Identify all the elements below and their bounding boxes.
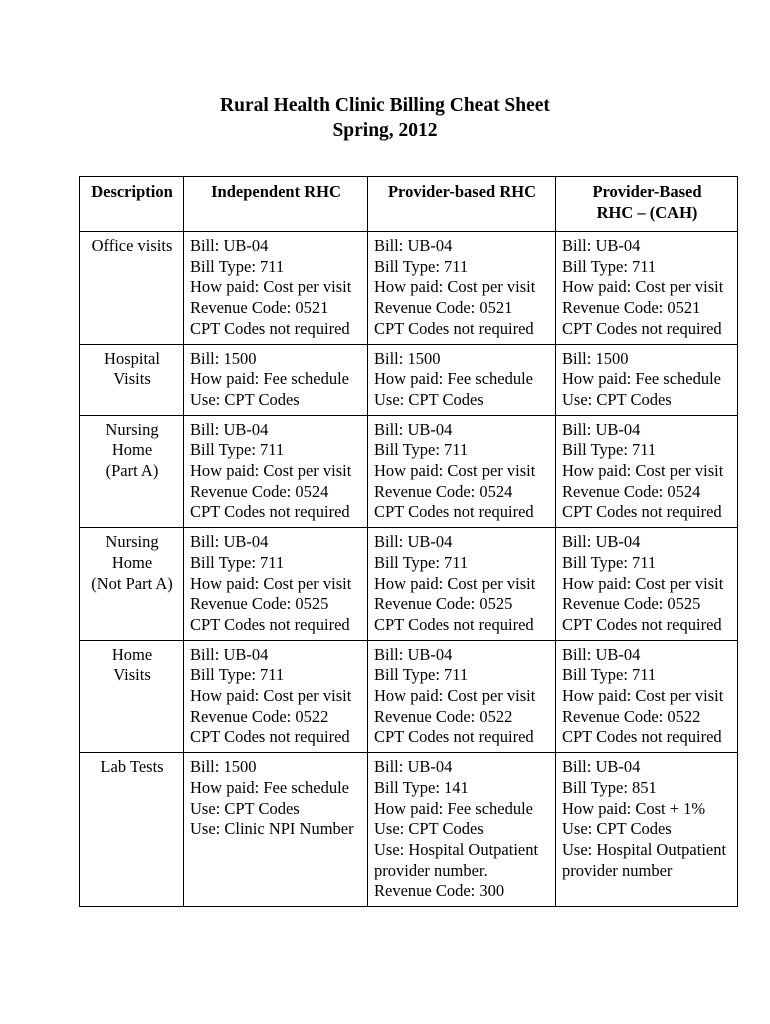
cell-line: Bill: UB-04 xyxy=(190,532,269,552)
table-row xyxy=(80,344,738,415)
cell-line: Bill Type: 711 xyxy=(374,552,469,572)
billing-cheat-sheet-table xyxy=(79,176,738,907)
cell-provider-based-rhc-cah xyxy=(556,528,738,641)
cell-line: Revenue Code: 0522 xyxy=(562,706,701,726)
cell-line: Use: CPT Codes xyxy=(374,819,484,839)
cell-lines xyxy=(374,532,550,636)
column-header-line: Provider-based RHC xyxy=(387,182,537,201)
cell-provider-based-rhc xyxy=(368,415,556,528)
description-line: Visits xyxy=(113,369,151,389)
cell-line: How paid: Fee schedule xyxy=(374,369,533,389)
cell-line: Bill: UB-04 xyxy=(562,644,641,664)
cell-line: How paid: Cost per visit xyxy=(190,686,352,706)
table-row xyxy=(80,528,738,641)
table-header xyxy=(80,177,738,232)
cell-line: CPT Codes not required xyxy=(374,727,534,747)
cell-line: CPT Codes not required xyxy=(562,614,722,634)
cell-description xyxy=(80,640,184,753)
cell-provider-based-rhc xyxy=(368,232,556,345)
cell-lines xyxy=(190,532,362,636)
cell-line: How paid: Cost per visit xyxy=(562,573,724,593)
description-line: Nursing xyxy=(105,532,159,552)
cell-lines xyxy=(562,349,732,411)
column-header-provider-based-rhc-lines xyxy=(374,182,550,203)
cell-provider-based-rhc-cah xyxy=(556,415,738,528)
cell-line: CPT Codes not required xyxy=(190,727,350,747)
cell-description xyxy=(80,528,184,641)
cell-lines xyxy=(562,532,732,636)
cell-description xyxy=(80,753,184,907)
column-header-independent-rhc-lines xyxy=(190,182,362,203)
column-header-line: RHC – (CAH) xyxy=(596,202,698,222)
cell-lines xyxy=(374,349,550,411)
cell-independent-rhc xyxy=(184,528,368,641)
cell-line: How paid: Cost per visit xyxy=(190,461,352,481)
cell-provider-based-rhc xyxy=(368,528,556,641)
cell-line: Use: CPT Codes xyxy=(562,389,672,409)
description-lines xyxy=(86,757,178,778)
cell-provider-based-rhc-cah xyxy=(556,344,738,415)
description-line: Home xyxy=(111,552,153,572)
cell-line: Use: CPT Codes xyxy=(374,389,484,409)
cell-line: Bill Type: 711 xyxy=(190,440,285,460)
cell-line: Revenue Code: 0521 xyxy=(374,298,513,318)
cell-lines xyxy=(190,236,362,340)
cell-line: How paid: Fee schedule xyxy=(374,798,533,818)
cell-line: Bill Type: 711 xyxy=(374,665,469,685)
cell-line: How paid: Cost per visit xyxy=(190,277,352,297)
cell-lines xyxy=(374,236,550,340)
cell-line: How paid: Cost per visit xyxy=(562,461,724,481)
cell-line: Use: Clinic NPI Number xyxy=(190,819,354,839)
cell-line: Bill: UB-04 xyxy=(190,644,269,664)
cell-line: Bill Type: 711 xyxy=(562,552,657,572)
page-title: Rural Health Clinic Billing Cheat Sheet xyxy=(220,95,550,116)
cell-line: CPT Codes not required xyxy=(374,614,534,634)
cell-lines xyxy=(374,757,550,902)
cell-line: Revenue Code: 0524 xyxy=(190,481,329,501)
description-line: (Part A) xyxy=(105,461,159,481)
description-line: Home xyxy=(111,440,153,460)
cell-line: Bill: UB-04 xyxy=(374,532,453,552)
cell-line: Use: Hospital Outpatient provider number xyxy=(562,839,727,880)
cell-line: Bill Type: 141 xyxy=(374,777,469,797)
cell-line: Bill Type: 851 xyxy=(562,777,657,797)
description-lines xyxy=(86,532,178,594)
cell-line: Revenue Code: 0525 xyxy=(374,594,513,614)
cell-provider-based-rhc xyxy=(368,753,556,907)
cell-line: Bill: UB-04 xyxy=(374,236,453,255)
cell-line: Use: Hospital Outpatient provider number. xyxy=(374,839,539,880)
cell-line: Bill Type: 711 xyxy=(562,665,657,685)
cell-line: How paid: Fee schedule xyxy=(562,369,721,389)
cell-description xyxy=(80,232,184,345)
cell-line: Bill Type: 711 xyxy=(190,256,285,276)
cell-line: Bill: 1500 xyxy=(190,757,257,777)
cell-line: Bill: UB-04 xyxy=(374,419,453,439)
cell-line: How paid: Cost per visit xyxy=(562,277,724,297)
cell-line: Revenue Code: 0522 xyxy=(190,706,329,726)
cell-line: How paid: Fee schedule xyxy=(190,777,349,797)
cell-lines xyxy=(562,236,732,340)
cell-line: Bill: UB-04 xyxy=(374,644,453,664)
cell-line: Revenue Code: 0525 xyxy=(190,594,329,614)
description-line: (Not Part A) xyxy=(91,573,173,593)
cell-line: Bill: 1500 xyxy=(190,348,257,368)
cell-lines xyxy=(374,420,550,524)
cell-line: Revenue Code: 0521 xyxy=(190,298,329,318)
description-line: Office visits xyxy=(91,236,173,255)
cell-line: CPT Codes not required xyxy=(374,318,534,338)
cell-lines xyxy=(190,420,362,524)
description-line: Nursing xyxy=(105,419,159,439)
cell-independent-rhc xyxy=(184,344,368,415)
table-row xyxy=(80,640,738,753)
cell-line: Bill: UB-04 xyxy=(562,419,641,439)
cell-provider-based-rhc-cah xyxy=(556,753,738,907)
cell-line: How paid: Cost per visit xyxy=(374,686,536,706)
cell-provider-based-rhc xyxy=(368,640,556,753)
cell-line: CPT Codes not required xyxy=(562,727,722,747)
cell-independent-rhc xyxy=(184,640,368,753)
description-line: Lab Tests xyxy=(100,757,164,777)
column-header-line: Provider-Based xyxy=(592,182,702,201)
cell-line: Bill: UB-04 xyxy=(374,757,453,777)
description-lines xyxy=(86,349,178,390)
page-subtitle: Spring, 2012 xyxy=(332,120,438,141)
column-header-description-lines xyxy=(86,182,178,203)
column-header-provider-based-rhc xyxy=(368,177,556,232)
cell-line: How paid: Cost per visit xyxy=(374,461,536,481)
cell-line: Use: CPT Codes xyxy=(190,389,300,409)
cell-line: CPT Codes not required xyxy=(562,318,722,338)
cell-description xyxy=(80,415,184,528)
cell-line: Bill: UB-04 xyxy=(562,757,641,777)
column-header-line: Independent RHC xyxy=(211,182,341,201)
cell-line: Bill Type: 711 xyxy=(562,440,657,460)
cell-lines xyxy=(562,420,732,524)
cell-line: Revenue Code: 0525 xyxy=(562,594,701,614)
cell-line: How paid: Cost per visit xyxy=(562,686,724,706)
cell-independent-rhc xyxy=(184,232,368,345)
column-header-provider-based-rhc-cah xyxy=(556,177,738,232)
cell-line: CPT Codes not required xyxy=(562,502,722,522)
cell-line: Bill: 1500 xyxy=(374,348,441,368)
cell-line: How paid: Cost per visit xyxy=(374,573,536,593)
cell-line: How paid: Fee schedule xyxy=(190,369,349,389)
description-line: Visits xyxy=(113,665,151,685)
table-row xyxy=(80,232,738,345)
cell-provider-based-rhc-cah xyxy=(556,232,738,345)
cell-line: Revenue Code: 0524 xyxy=(374,481,513,501)
cell-line: Bill: UB-04 xyxy=(562,532,641,552)
cell-line: Use: CPT Codes xyxy=(562,819,672,839)
cell-line: Revenue Code: 300 xyxy=(374,881,505,901)
table-row xyxy=(80,753,738,907)
cell-line: Bill Type: 711 xyxy=(190,552,285,572)
cell-line: Bill Type: 711 xyxy=(190,665,285,685)
cell-lines xyxy=(190,349,362,411)
cell-line: Bill Type: 711 xyxy=(374,256,469,276)
description-lines xyxy=(86,645,178,686)
cell-line: Use: CPT Codes xyxy=(190,798,300,818)
cell-lines xyxy=(190,645,362,749)
cell-line: Bill: UB-04 xyxy=(190,419,269,439)
cell-lines xyxy=(374,645,550,749)
description-line: Hospital xyxy=(104,348,160,368)
description-line: Home xyxy=(111,644,153,664)
cell-line: Revenue Code: 0522 xyxy=(374,706,513,726)
cell-line: CPT Codes not required xyxy=(190,614,350,634)
cell-line: CPT Codes not required xyxy=(190,318,350,338)
cell-lines xyxy=(562,645,732,749)
column-header-independent-rhc xyxy=(184,177,368,232)
cell-line: Bill Type: 711 xyxy=(562,256,657,276)
cell-line: Revenue Code: 0524 xyxy=(562,481,701,501)
cell-line: How paid: Cost per visit xyxy=(374,277,536,297)
cell-line: Bill Type: 711 xyxy=(374,440,469,460)
description-lines xyxy=(86,420,178,482)
column-header-provider-based-rhc-cah-lines xyxy=(562,182,732,223)
cell-line: How paid: Cost + 1% xyxy=(562,798,706,818)
column-header-line: Description xyxy=(91,182,173,201)
table-body xyxy=(80,232,738,907)
cell-line: Bill: 1500 xyxy=(562,348,629,368)
cell-line: How paid: Cost per visit xyxy=(190,573,352,593)
table-row xyxy=(80,415,738,528)
cell-independent-rhc xyxy=(184,415,368,528)
cell-provider-based-rhc xyxy=(368,344,556,415)
cell-line: Revenue Code: 0521 xyxy=(562,298,701,318)
cell-description xyxy=(80,344,184,415)
cell-line: Bill: UB-04 xyxy=(190,236,269,255)
table-header-row xyxy=(80,177,738,232)
cell-line: CPT Codes not required xyxy=(190,502,350,522)
cell-provider-based-rhc-cah xyxy=(556,640,738,753)
cell-line: Bill: UB-04 xyxy=(562,236,641,255)
cell-lines xyxy=(562,757,732,881)
column-header-description xyxy=(80,177,184,232)
cell-line: CPT Codes not required xyxy=(374,502,534,522)
cell-lines xyxy=(190,757,362,840)
document-title-block xyxy=(0,93,770,143)
description-lines xyxy=(86,236,178,257)
cell-independent-rhc xyxy=(184,753,368,907)
